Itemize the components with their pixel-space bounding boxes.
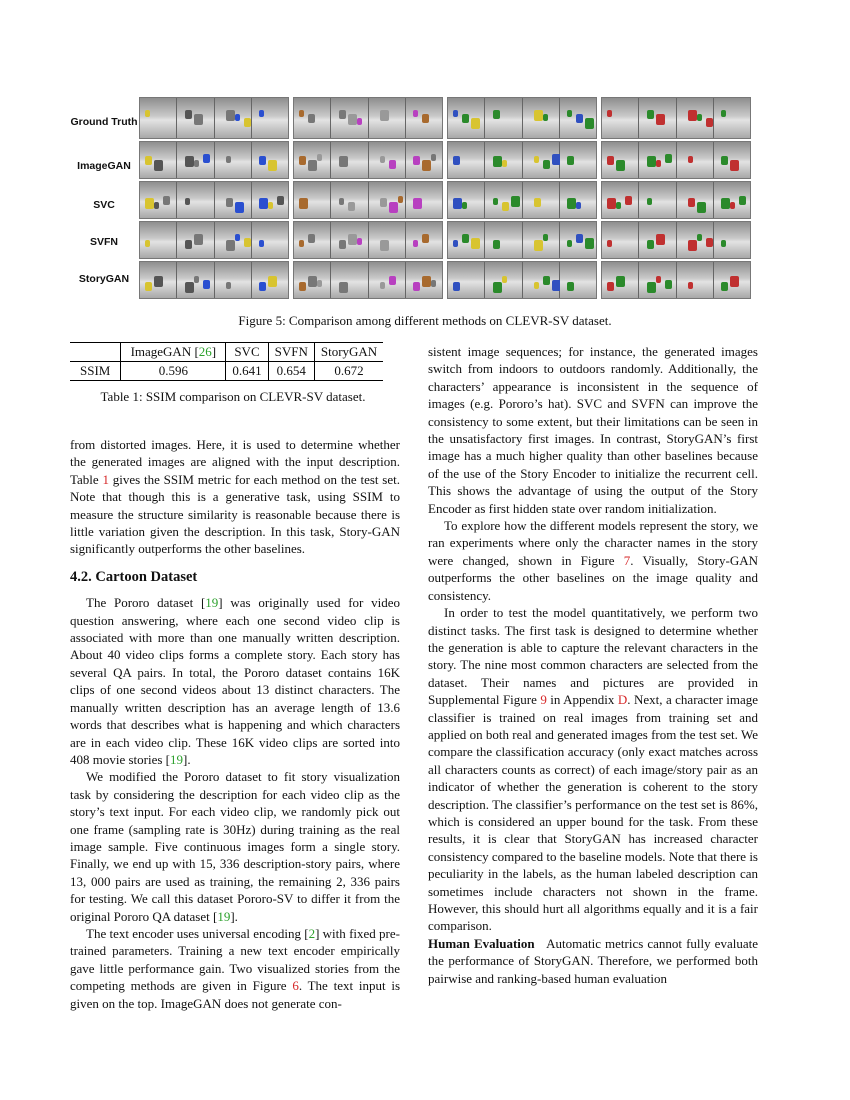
scene-object	[348, 234, 357, 245]
scene-object	[502, 160, 507, 167]
right-paragraph-4	[428, 935, 758, 987]
generated-image-tile	[252, 142, 288, 178]
scene-object	[656, 160, 661, 167]
scene-object	[154, 160, 163, 171]
scene-object	[203, 154, 210, 163]
left-paragraph-2: The Pororo dataset [19] was originally used for video question answering, where each one second video clip is associated with more than one manually written description. About 40 video clips forms a complete story. Each story has several QA pairs. In total, the Pororo dataset contains 16K clips of one second videos about 13 distinct characters. The manually written description has an average length of 13.6 words that describes what is happening and which characters are in each video clip. These 16K video clips are sorted into 408 movie stories [19].	[70, 595, 400, 767]
generated-image-tile	[406, 142, 442, 178]
scene-object	[380, 282, 385, 289]
scene-object	[567, 240, 572, 247]
scene-object	[277, 196, 284, 205]
generated-image-tile	[639, 262, 676, 298]
scene-object	[534, 240, 543, 251]
scene-object	[244, 238, 251, 247]
scene-object	[567, 156, 574, 165]
generated-image-tile	[406, 222, 442, 258]
scene-object	[413, 198, 422, 209]
scene-object	[422, 276, 431, 287]
scene-object	[348, 114, 357, 125]
scene-object	[697, 234, 702, 241]
generated-image-tile	[639, 142, 676, 178]
scene-object	[145, 156, 152, 165]
table-cell: 0.596	[121, 362, 226, 381]
generated-image-tile	[215, 262, 252, 298]
image-strip	[448, 98, 596, 138]
generated-image-tile	[215, 222, 252, 258]
generated-image-tile	[485, 142, 522, 178]
generated-image-tile	[714, 222, 750, 258]
generated-image-tile	[602, 182, 639, 218]
image-group	[448, 98, 596, 298]
scene-object	[308, 114, 315, 123]
table-cell: 0.641	[226, 362, 268, 381]
generated-image-tile	[485, 98, 522, 138]
scene-object	[235, 234, 240, 241]
scene-object	[576, 114, 583, 123]
scene-object	[389, 160, 396, 169]
generated-image-tile	[560, 262, 596, 298]
generated-image-tile	[406, 182, 442, 218]
generated-image-tile	[602, 262, 639, 298]
scene-object	[665, 280, 672, 289]
scene-object	[226, 156, 231, 163]
generated-image-tile	[177, 98, 214, 138]
scene-object	[616, 160, 625, 171]
generated-image-tile	[252, 182, 288, 218]
generated-image-tile	[639, 182, 676, 218]
generated-image-tile	[331, 142, 368, 178]
scene-object	[625, 196, 632, 205]
scene-object	[185, 110, 192, 119]
scene-object	[647, 282, 656, 293]
generated-image-tile	[523, 182, 560, 218]
scene-object	[665, 154, 672, 163]
scene-object	[398, 196, 403, 203]
scene-object	[317, 154, 322, 161]
right-paragraph-1: sistent image sequences; for instance, the generated images switch from indoors to outdoors randomly. Additionally, the characters’ appearance is inconsistent in the sequence of images (e.g. Pororo’s hat). SVC and SVFN can improve the consistency to some extent, but their limitations can be seen in the unsatisfactory first images. In contrast, StoryGAN’s first image has a much higher quality than other baselines because of the use of the Story Encoder to initialize the recurrent cell. This shows the advantage of using the output of the Story Encoder as first hidden state over random initialization.	[428, 344, 758, 516]
scene-object	[357, 238, 362, 245]
scene-object	[453, 156, 460, 165]
row-label-imagegan: ImageGAN	[77, 160, 131, 172]
scene-object	[299, 156, 306, 165]
generated-image-tile	[448, 98, 485, 138]
table-header-cell: SVC	[226, 343, 268, 362]
scene-object	[380, 198, 387, 207]
generated-image-tile	[294, 182, 331, 218]
scene-object	[145, 198, 154, 209]
scene-object	[688, 110, 697, 121]
image-strip	[140, 262, 288, 298]
scene-object	[431, 154, 436, 161]
generated-image-tile	[252, 222, 288, 258]
generated-image-tile	[177, 222, 214, 258]
generated-image-tile	[294, 142, 331, 178]
right-paragraph-3: In order to test the model quantitatively, we perform two distinct tasks. The first task is designed to determine whether the generation is able to capture the relevant characters in the story. The nine most common characters are selected from the dataset. Their names and pictures are provided in Supplemental Figure 9 in Appendix D. Next, a character image classifier is trained on real images from training set and applied on both real and generated images from the test set. We compare the classification accuracy (only exact matches across all characters counts as correct) of each image/story pair as an indicator of whether the generation is coherent to the story description. The classifier’s performance on the test set is 86%, which is considered an upper bound for the task. From these results, it is clear that StoryGAN has increased character consistency compared to the baseline models. Note that there is peculiarity in the labels, as the human labeled description can sometimes include characters not shown in the frame. However, this should hurt all algorithms equally and it is a fair comparison.	[428, 605, 758, 934]
scene-object	[339, 282, 348, 293]
generated-image-tile	[177, 142, 214, 178]
scene-object	[413, 282, 420, 291]
scene-object	[413, 240, 418, 247]
scene-object	[145, 282, 152, 291]
generated-image-tile	[560, 182, 596, 218]
scene-object	[656, 276, 661, 283]
scene-object	[697, 202, 706, 213]
row-label-svfn: SVFN	[89, 236, 118, 248]
image-strip	[602, 98, 750, 138]
scene-object	[226, 198, 233, 207]
image-strip	[294, 98, 442, 138]
scene-object	[203, 280, 210, 289]
generated-image-tile	[485, 182, 522, 218]
table-cell: 0.672	[314, 362, 383, 381]
scene-object	[259, 110, 264, 117]
scene-object	[647, 110, 654, 119]
image-group	[140, 98, 288, 298]
right-column	[428, 343, 758, 987]
scene-object	[317, 280, 322, 287]
left-paragraph-4: The text encoder uses universal encoding [2] with fixed pre-trained parameters. Training a new text encoder empirically gave little performance gain. Two visualized stories from the competing methods are given in Figure 6. The text input is given on the top. ImageGAN does not generate con-	[70, 925, 400, 1011]
scene-object	[259, 240, 264, 247]
scene-object	[431, 280, 436, 287]
scene-object	[268, 202, 273, 209]
scene-object	[259, 156, 266, 165]
generated-image-tile	[331, 222, 368, 258]
scene-object	[185, 156, 194, 167]
generated-image-tile	[602, 142, 639, 178]
scene-object	[688, 282, 693, 289]
table-caption: Table 1: SSIM comparison on CLEVR-SV dataset.	[100, 389, 366, 404]
scene-object	[647, 198, 652, 205]
scene-object	[244, 118, 251, 127]
generated-image-tile	[714, 142, 750, 178]
scene-object	[145, 240, 150, 247]
figure-caption: Figure 5: Comparison among different methods on CLEVR-SV dataset.	[238, 313, 612, 328]
scene-object	[739, 196, 746, 205]
scene-object	[389, 202, 398, 213]
scene-object	[163, 196, 170, 205]
generated-image-tile	[523, 222, 560, 258]
scene-object	[462, 114, 469, 123]
scene-object	[339, 240, 346, 249]
scene-object	[706, 238, 713, 247]
scene-object	[647, 240, 654, 249]
scene-object	[607, 282, 614, 291]
scene-object	[511, 196, 520, 207]
scene-object	[730, 276, 739, 287]
scene-object	[380, 240, 389, 251]
scene-object	[647, 156, 656, 167]
generated-image-tile	[560, 222, 596, 258]
scene-object	[308, 160, 317, 171]
scene-object	[543, 276, 550, 285]
scene-object	[453, 240, 458, 247]
generated-image-tile	[677, 262, 714, 298]
scene-object	[688, 240, 697, 251]
generated-image-tile	[252, 262, 288, 298]
scene-object	[422, 114, 429, 123]
scene-object	[493, 282, 502, 293]
table-header-cell: SVFN	[268, 343, 314, 362]
generated-image-tile	[523, 98, 560, 138]
generated-image-tile	[331, 98, 368, 138]
scene-object	[567, 282, 574, 291]
ssim-table	[70, 342, 383, 381]
generated-image-tile	[215, 98, 252, 138]
scene-object	[339, 156, 348, 167]
scene-object	[534, 156, 539, 163]
scene-object	[185, 240, 192, 249]
image-strip	[448, 222, 596, 258]
scene-object	[567, 198, 576, 209]
generated-image-tile	[714, 262, 750, 298]
image-strip	[140, 182, 288, 218]
scene-object	[348, 202, 355, 211]
scene-object	[235, 202, 244, 213]
run-in-heading: Human Evaluation	[428, 935, 535, 951]
generated-image-tile	[448, 182, 485, 218]
generated-image-tile	[523, 142, 560, 178]
image-strip	[140, 142, 288, 178]
scene-object	[688, 156, 693, 163]
generated-image-tile	[294, 98, 331, 138]
scene-object	[730, 160, 739, 171]
row-label-ground-truth: Ground Truth	[70, 116, 138, 128]
scene-object	[413, 156, 420, 165]
scene-object	[721, 198, 730, 209]
scene-object	[185, 282, 194, 293]
scene-object	[616, 276, 625, 287]
generated-image-tile	[177, 182, 214, 218]
generated-image-tile	[215, 182, 252, 218]
generated-image-tile	[215, 142, 252, 178]
generated-image-tile	[560, 142, 596, 178]
generated-image-tile	[331, 262, 368, 298]
scene-object	[268, 276, 277, 287]
left-paragraph-3: We modified the Pororo dataset to fit story visualization task by considering the description for each video clip as the story’s text input. For each video clip, we randomly pick out one frame (sampling rate is 30Hz) during training as the real image sample. Five continuous images form a single story. Finally, we end up with 15, 336 description-story pairs, where 13, 000 pairs are used as training, the remaining 2, 336 pairs for testing. We call this dataset Pororo-SV to differ it from the original Pororo QA dataset [19].	[70, 769, 400, 924]
scene-object	[721, 110, 726, 117]
scene-object	[567, 110, 572, 117]
scene-object	[453, 198, 462, 209]
scene-object	[576, 234, 583, 243]
scene-object	[339, 110, 346, 119]
generated-image-tile	[677, 182, 714, 218]
image-strip	[602, 262, 750, 298]
scene-object	[493, 110, 500, 119]
image-strip	[140, 98, 288, 138]
image-strip	[448, 182, 596, 218]
scene-object	[607, 240, 612, 247]
image-group	[294, 98, 442, 298]
scene-object	[453, 110, 458, 117]
table-header-cell	[70, 343, 121, 362]
scene-object	[493, 198, 498, 205]
scene-object	[585, 238, 594, 249]
generated-image-tile	[714, 98, 750, 138]
scene-object	[226, 110, 235, 121]
image-strip	[602, 222, 750, 258]
generated-image-tile	[560, 98, 596, 138]
scene-object	[534, 198, 541, 207]
scene-object	[730, 202, 735, 209]
generated-image-tile	[331, 182, 368, 218]
scene-object	[226, 282, 231, 289]
generated-image-tile	[523, 262, 560, 298]
scene-object	[471, 118, 480, 129]
scene-object	[462, 202, 467, 209]
scene-object	[462, 234, 469, 243]
scene-object	[389, 276, 396, 285]
row-label-svc: SVC	[93, 199, 115, 211]
generated-image-tile	[677, 222, 714, 258]
generated-image-tile	[369, 222, 406, 258]
generated-image-tile	[140, 182, 177, 218]
scene-object	[607, 110, 612, 117]
scene-object	[194, 160, 199, 167]
scene-object	[422, 160, 431, 171]
scene-object	[308, 234, 315, 243]
image-strip	[140, 222, 288, 258]
scene-object	[607, 198, 616, 209]
scene-object	[471, 238, 480, 249]
scene-object	[268, 160, 277, 171]
scene-object	[259, 282, 266, 291]
scene-object	[543, 160, 550, 169]
image-strip	[448, 142, 596, 178]
generated-image-tile	[677, 142, 714, 178]
scene-object	[502, 202, 509, 211]
generated-image-tile	[177, 262, 214, 298]
scene-object	[656, 114, 665, 125]
image-strip	[294, 262, 442, 298]
generated-image-tile	[252, 98, 288, 138]
generated-image-tile	[485, 222, 522, 258]
left-column	[70, 436, 400, 1012]
table-header-cell: StoryGAN	[314, 343, 383, 362]
generated-image-tile	[369, 262, 406, 298]
scene-object	[339, 198, 344, 205]
generated-image-tile	[448, 142, 485, 178]
scene-object	[380, 156, 385, 163]
image-strip	[294, 222, 442, 258]
scene-object	[380, 110, 389, 121]
scene-object	[493, 156, 502, 167]
scene-object	[721, 156, 728, 165]
image-strip	[294, 142, 442, 178]
generated-image-tile	[406, 262, 442, 298]
table-row	[70, 362, 383, 381]
scene-object	[235, 114, 240, 121]
table-row-label: SSIM	[70, 362, 121, 381]
scene-object	[688, 198, 695, 207]
left-paragraph-1: from distorted images. Here, it is used to determine whether the generated images are aligned with the input description. Table 1 gives the SSIM metric for each method on the test set. Note that though this is a generative task, using SSIM to measure the structure similarity is reasonable because there is little variation given the description. In this task, Story-GAN significantly outperforms the other baselines.	[70, 437, 400, 557]
scene-object	[308, 276, 317, 287]
table-header-row	[70, 343, 383, 362]
scene-object	[502, 276, 507, 283]
scene-object	[413, 110, 418, 117]
generated-image-tile	[602, 222, 639, 258]
generated-image-tile	[294, 262, 331, 298]
generated-image-tile	[140, 222, 177, 258]
generated-image-tile	[448, 222, 485, 258]
image-strip	[602, 142, 750, 178]
generated-image-tile	[602, 98, 639, 138]
scene-object	[154, 276, 163, 287]
generated-image-tile	[140, 142, 177, 178]
scene-object	[493, 240, 500, 249]
image-group	[602, 98, 750, 298]
scene-object	[194, 234, 203, 245]
scene-object	[299, 198, 308, 209]
image-strip	[448, 262, 596, 298]
generated-image-tile	[714, 182, 750, 218]
image-strip	[602, 182, 750, 218]
right-paragraph-2: To explore how the different models represent the story, we ran experiments where only the character names in the story were changed, shown in Figure 7. Visually, Story-GAN outperforms the other baselines on the image quality and consistency.	[428, 518, 758, 603]
scene-object	[299, 110, 304, 117]
right-paragraph-4-text: Automatic metrics cannot fully evaluate the performance of StoryGAN. Therefore, we performed both pairwise and ranking-based human evaluation	[428, 935, 758, 986]
table-cell: 0.654	[268, 362, 314, 381]
generated-image-tile	[639, 222, 676, 258]
generated-image-tile	[369, 142, 406, 178]
generated-image-tile	[294, 222, 331, 258]
scene-object	[154, 202, 159, 209]
scene-object	[534, 110, 543, 121]
scene-object	[185, 198, 190, 205]
scene-object	[656, 234, 665, 245]
scene-object	[616, 202, 621, 209]
generated-image-tile	[406, 98, 442, 138]
scene-object	[422, 234, 429, 243]
generated-image-tile	[369, 182, 406, 218]
generated-image-tile	[677, 98, 714, 138]
scene-object	[299, 240, 304, 247]
scene-object	[194, 276, 199, 283]
scene-object	[357, 118, 362, 125]
scene-object	[585, 118, 594, 129]
scene-object	[226, 240, 235, 251]
scene-object	[194, 114, 203, 125]
scene-object	[706, 118, 713, 127]
scene-object	[299, 282, 306, 291]
generated-image-tile	[448, 262, 485, 298]
generated-image-tile	[140, 262, 177, 298]
scene-object	[259, 198, 268, 209]
generated-image-tile	[485, 262, 522, 298]
scene-object	[576, 202, 581, 209]
scene-object	[453, 282, 460, 291]
scene-object	[697, 114, 702, 121]
scene-object	[721, 282, 728, 291]
generated-image-tile	[369, 98, 406, 138]
scene-object	[607, 156, 614, 165]
image-strip	[294, 182, 442, 218]
scene-object	[543, 114, 548, 121]
section-heading: 4.2. Cartoon Dataset	[70, 568, 198, 585]
scene-object	[145, 110, 150, 117]
row-label-storygan: StoryGAN	[78, 273, 130, 285]
scene-object	[543, 234, 548, 241]
table-header-cell: ImageGAN [26]	[121, 343, 226, 362]
scene-object	[534, 282, 539, 289]
generated-image-tile	[140, 98, 177, 138]
generated-image-tile	[639, 98, 676, 138]
scene-object	[721, 240, 726, 247]
